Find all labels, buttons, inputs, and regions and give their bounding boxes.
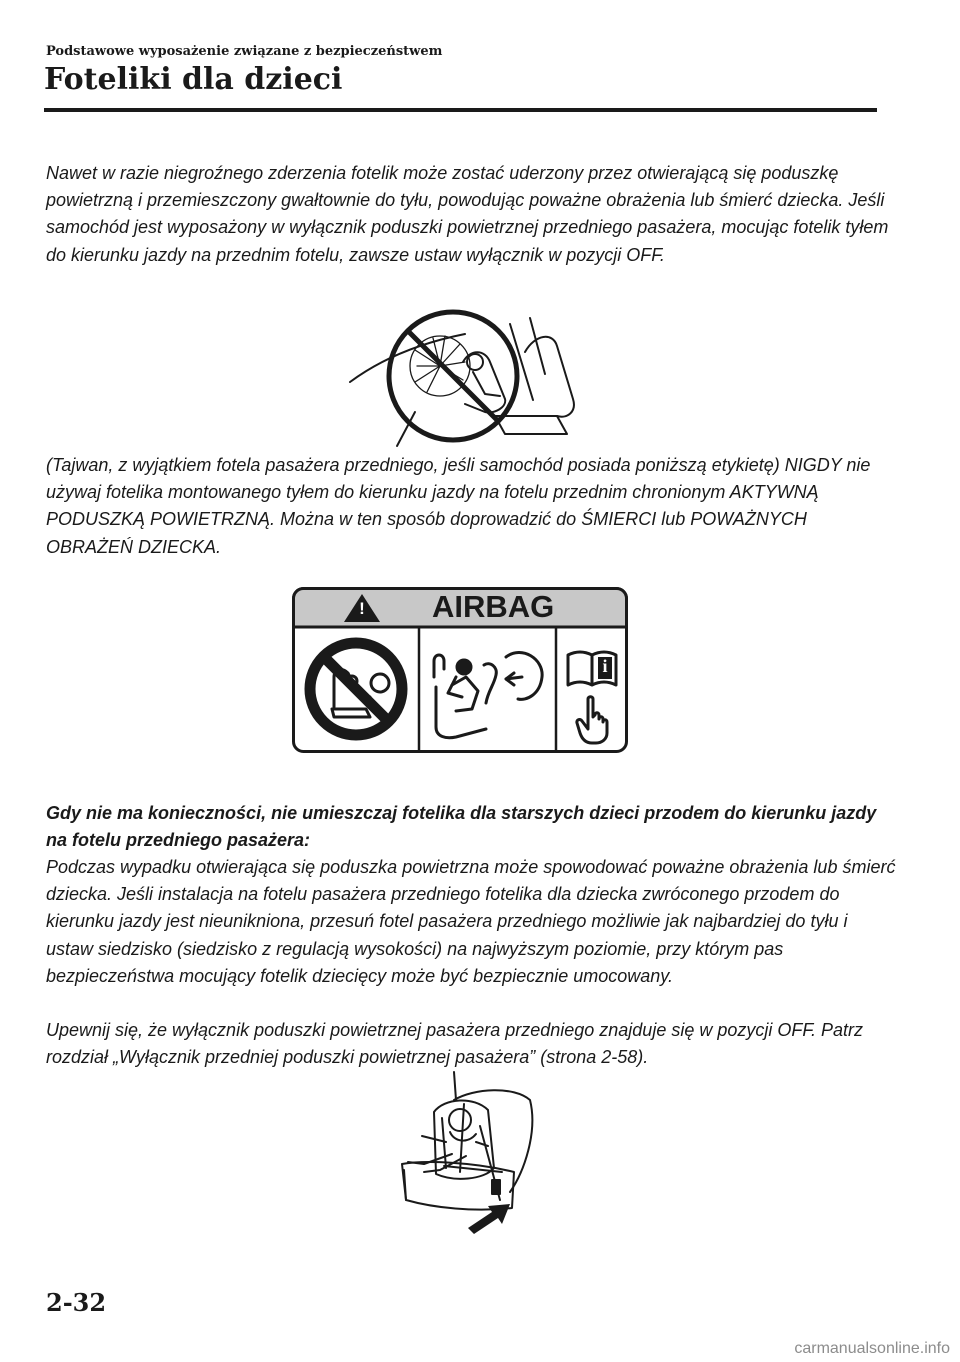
warning-paragraph-1: Nawet w razie niegroźnego zderzenia fotelik może zostać uderzony przez otwierającą się poduszkę powietrzną i przemieszczony gwałtownie do tyłu, powodując poważne obrażenia lub śmierć dziecka. Jeśli samochód jest wyposażony w wyłącznik poduszki powietrznej przedniego pasażera, mocując fotelik tyłem do kierunku jazdy na przednim fotelu, zawsze ustaw wyłącznik w pozycji OFF. bbox=[46, 163, 889, 265]
warning-exclamation: ! bbox=[359, 599, 365, 618]
pointing-hand-icon bbox=[574, 695, 614, 745]
airbag-deploy-icon bbox=[426, 637, 550, 747]
forward-facing-warning-heading: Gdy nie ma konieczności, nie umieszczaj fotelika dla starszych dzieci przodem do kierunku jazdy na fotelu przedniego pasażera: bbox=[46, 803, 877, 851]
section-label: Podstawowe wyposażenie związane z bezpieczeństwem bbox=[46, 44, 443, 59]
forward-facing-seat-illustration bbox=[384, 1072, 548, 1240]
warning-paragraph-2: (Tajwan, z wyjątkiem fotela pasażera przedniego, jeśli samochód posiada poniższą etykietę) NIGDY nie używaj fotelika montowanego tyłem do kierunku jazdy na fotelu przednim chronionym AKTYWNĄ PODUSZKĄ POWIETRZNĄ. Można w ten sposób doprowadzić do ŚMIERCI lub POWAŻNYCH OBRAŻEŃ DZIECKA. bbox=[46, 455, 871, 557]
forward-facing-warning-paragraph: Podczas wypadku otwierająca się poduszka powietrzna może spowodować poważne obrażenia lub śmierć dziecka. Jeśli instalacja na fotelu pasażera przedniego fotelika dla dziecka zwróconego przodem do kierunku jazdy jest nieunikniona, przesuń fotel pasażera przedniego możliwie jak najbardziej do tyłu i ustaw siedzisko (siedzisko z regulacją wysokości) na najwyższym poziomie, przy którym pas bezpieczeństwa mocujący fotelik dziecięcy może być bezpiecznie umocowany. bbox=[46, 857, 896, 986]
no-rear-facing-seat-icon bbox=[304, 637, 408, 741]
watermark: carmanualsonline.info bbox=[794, 1340, 950, 1357]
airbag-switch-paragraph: Upewnij się, że wyłącznik poduszki powietrznej pasażera przedniego znajduje się w pozycji OFF. Patrz rozdział „Wyłącznik przedniej poduszki powietrznej pasażera” (strona 2-58). bbox=[46, 1020, 864, 1068]
title-divider bbox=[44, 108, 877, 112]
airbag-label-title: AIRBAG bbox=[432, 589, 555, 624]
page-number: 2-32 bbox=[46, 1288, 107, 1317]
airbag-warning-label bbox=[292, 587, 628, 753]
manual-info-symbol: i bbox=[602, 656, 608, 676]
prohibited-rear-facing-seat-illustration bbox=[345, 304, 585, 446]
page-title: Foteliki dla dzieci bbox=[44, 62, 343, 97]
